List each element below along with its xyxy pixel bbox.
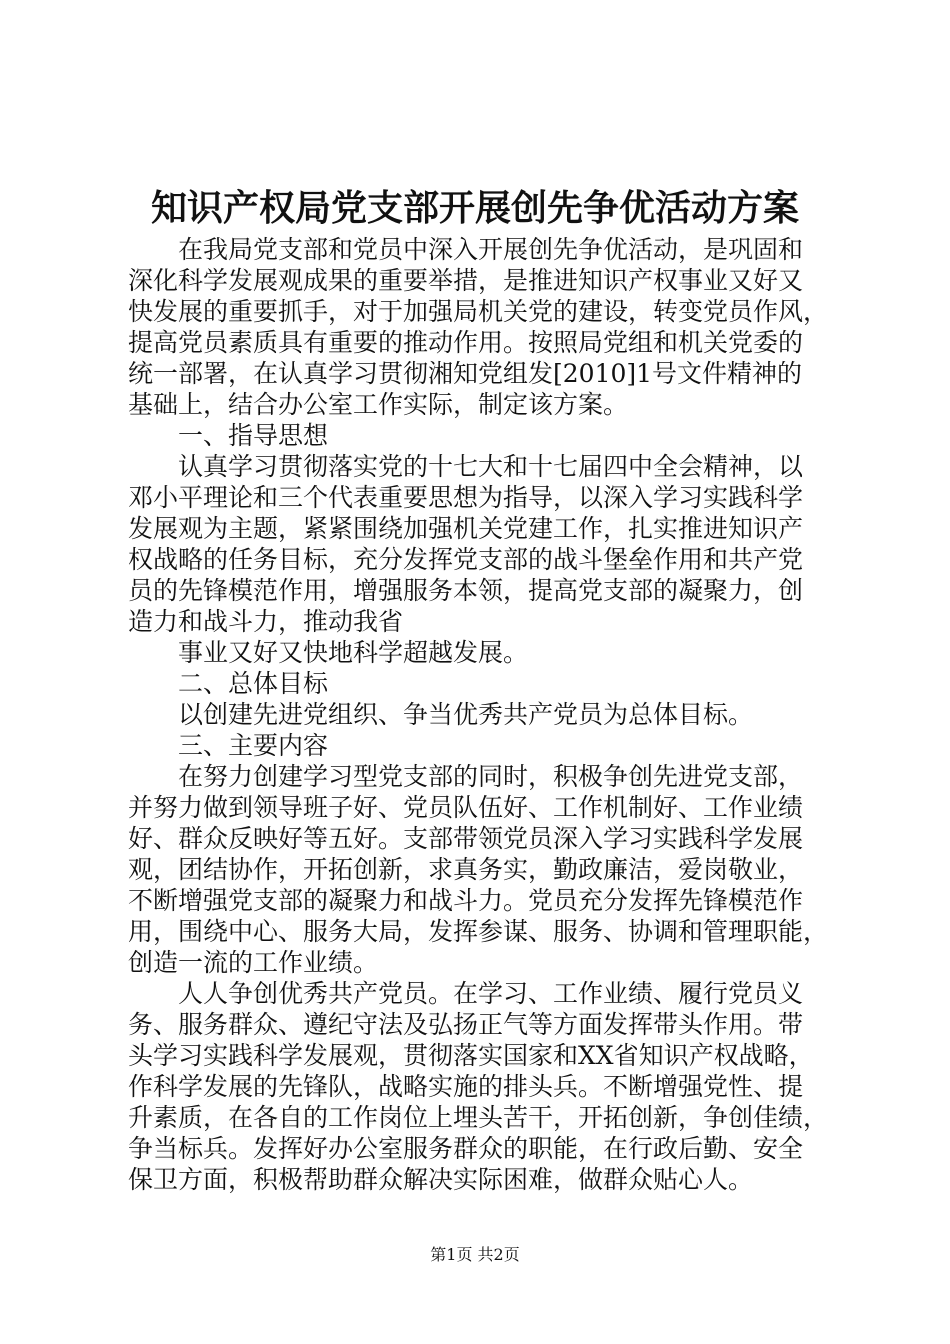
text-line: 用，围绕中心、服务大局，发挥参谋、服务、协调和管理职能， bbox=[128, 917, 828, 946]
text-line: 观，团结协作，开拓创新，求真务实，勤政廉洁，爱岗敬业， bbox=[128, 855, 804, 884]
text-line: 务、服务群众、遵纪守法及弘扬正气等方面发挥带头作用。带 bbox=[128, 1010, 804, 1039]
text-line: 基础上，结合办公室工作实际，制定该方案。 bbox=[128, 390, 629, 419]
text-line: 作科学发展的先锋队，战略实施的排头兵。不断增强党性、提 bbox=[128, 1072, 804, 1101]
text-line: 一、指导思想 bbox=[178, 421, 329, 450]
document-title: 知识产权局党支部开展创先争优活动方案 bbox=[150, 187, 799, 229]
text-line: 并努力做到领导班子好、党员队伍好、工作机制好、工作业绩 bbox=[128, 793, 804, 822]
text-line: 邓小平理论和三个代表重要思想为指导，以深入学习实践科学 bbox=[128, 483, 804, 512]
text-line: 头学习实践科学发展观，贯彻落实国家和XX省知识产权战略， bbox=[128, 1041, 814, 1070]
text-line: 好、群众反映好等五好。支部带领党员深入学习实践科学发展 bbox=[128, 824, 804, 853]
text-line: 造力和战斗力，推动我省 bbox=[128, 607, 404, 636]
text-line: 发展观为主题，紧紧围绕加强机关党建工作，扎实推进知识产 bbox=[128, 514, 804, 543]
text-line: 以创建先进党组织、争当优秀共产党员为总体目标。 bbox=[178, 700, 754, 729]
text-line: 二、总体目标 bbox=[178, 669, 329, 698]
text-line: 不断增强党支部的凝聚力和战斗力。党员充分发挥先锋模范作 bbox=[128, 886, 804, 915]
text-line: 统一部署，在认真学习贯彻湘知党组发[2010]1号文件精神的 bbox=[128, 359, 803, 388]
text-line: 权战略的任务目标，充分发挥党支部的战斗堡垒作用和共产党 bbox=[128, 545, 804, 574]
text-line: 认真学习贯彻落实党的十七大和十七届四中全会精神，以 bbox=[178, 452, 804, 481]
text-line: 争当标兵。发挥好办公室服务群众的职能，在行政后勤、安全 bbox=[128, 1134, 804, 1163]
text-line: 快发展的重要抓手，对于加强局机关党的建设，转变党员作风， bbox=[128, 297, 828, 326]
page-footer: 第1页 共2页 bbox=[430, 1245, 520, 1264]
text-line: 创造一流的工作业绩。 bbox=[128, 948, 379, 977]
text-line: 在我局党支部和党员中深入开展创先争优活动，是巩固和 bbox=[178, 235, 804, 264]
text-line: 人人争创优秀共产党员。在学习、工作业绩、履行党员义 bbox=[178, 979, 804, 1008]
text-line: 三、主要内容 bbox=[178, 731, 329, 760]
text-line: 保卫方面，积极帮助群众解决实际困难，做群众贴心人。 bbox=[128, 1165, 754, 1194]
text-line: 员的先锋模范作用，增强服务本领，提高党支部的凝聚力，创 bbox=[128, 576, 804, 605]
text-line: 深化科学发展观成果的重要举措，是推进知识产权事业又好又 bbox=[128, 266, 804, 295]
text-line: 提高党员素质具有重要的推动作用。按照局党组和机关党委的 bbox=[128, 328, 804, 357]
document-body bbox=[128, 234, 828, 1195]
text-line: 事业又好又快地科学超越发展。 bbox=[178, 638, 529, 667]
text-line: 升素质，在各自的工作岗位上埋头苦干，开拓创新，争创佳绩， bbox=[128, 1103, 828, 1132]
text-line: 在努力创建学习型党支部的同时，积极争创先进党支部， bbox=[178, 762, 804, 791]
